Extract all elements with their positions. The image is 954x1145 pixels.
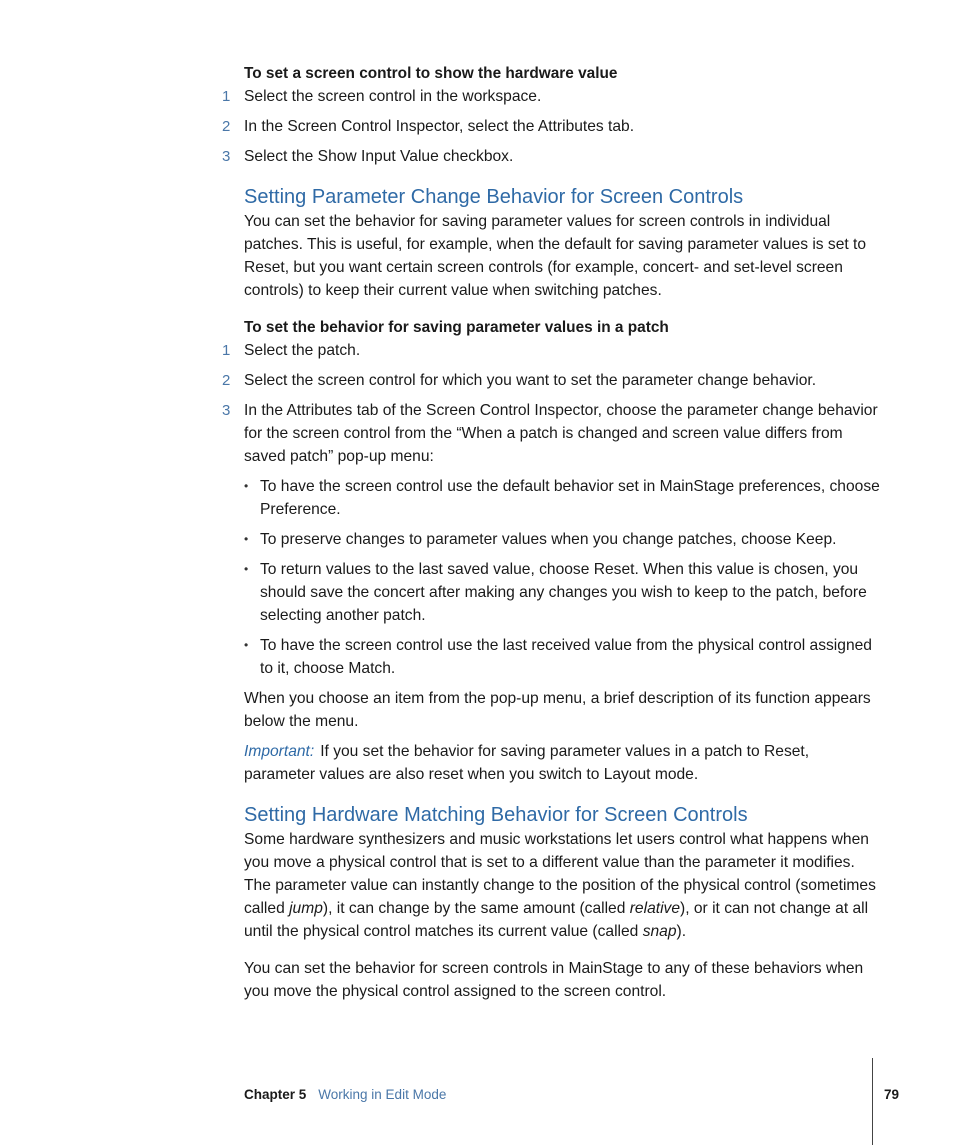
procedure-save-parameter-values	[222, 316, 880, 786]
section-heading: Setting Hardware Matching Behavior for Screen Controls	[244, 804, 748, 826]
step-2	[222, 369, 880, 392]
section-hardware-matching-behavior	[244, 802, 880, 1003]
page-footer	[244, 1086, 446, 1104]
list-item-text: To preserve changes to parameter values when you change patches, choose Keep.	[260, 531, 837, 548]
important-text: If you set the behavior for saving parameter values in a patch to Reset, parameter values are also reset when you switch to Layout mode.	[244, 743, 810, 783]
step-text: Select the screen control in the workspace.	[244, 88, 542, 105]
text-run: ), or it can not change at all until the physical control matches its current value (called	[244, 900, 869, 940]
text-run: Some hardware synthesizers and music workstations let users control what happens when you move a physical control that is set to a different value than the parameter it modifies. The parameter value can instantly change to the position of the physical control (sometimes called	[244, 831, 876, 917]
step-text: Select the screen control for which you want to set the parameter change behavior.	[244, 372, 817, 389]
list-item	[244, 634, 880, 680]
list-item	[244, 528, 880, 551]
term-snap: snap	[642, 923, 677, 940]
list-item-text: To have the screen control use the default behavior set in MainStage preferences, choose Preference.	[260, 478, 880, 518]
step-text: Select the Show Input Value checkbox.	[244, 148, 514, 165]
bullet-marker: •	[244, 562, 249, 576]
bullet-marker: •	[244, 638, 249, 652]
section-heading: Setting Parameter Change Behavior for Screen Controls	[244, 186, 744, 208]
step-number: 2	[222, 118, 231, 135]
step-3	[222, 399, 880, 468]
term-relative: relative	[629, 900, 681, 917]
task-heading: To set the behavior for saving parameter values in a patch	[244, 319, 669, 336]
list-item	[244, 475, 880, 521]
important-note	[244, 740, 880, 786]
text-run: ).	[676, 923, 687, 940]
term-jump: jump	[289, 900, 323, 917]
list-item-text: To have the screen control use the last received value from the physical control assigned to it, choose Match.	[260, 637, 872, 677]
body-paragraph: When you choose an item from the pop-up menu, a brief description of its function appears below the menu.	[244, 690, 871, 730]
bullet-marker: •	[244, 479, 249, 493]
step-number: 3	[222, 148, 231, 165]
step-number: 2	[222, 372, 231, 389]
list-item	[244, 558, 880, 627]
chapter-title: Working in Edit Mode	[318, 1087, 447, 1102]
step-number: 1	[222, 88, 231, 105]
step-3	[222, 145, 880, 168]
bullet-marker: •	[244, 532, 249, 546]
step-text: In the Screen Control Inspector, select the Attributes tab.	[244, 118, 635, 135]
step-1	[222, 339, 880, 362]
option-list	[244, 475, 880, 680]
section-intro: You can set the behavior for saving parameter values for screen controls in individual patches. This is useful, for example, when the default for saving parameter values is set to Reset, but you want certain screen controls (for example, concert- and set-level screen controls) to keep their current value when switching patches.	[244, 213, 867, 299]
step-2	[222, 115, 880, 138]
important-label: Important:	[244, 743, 315, 760]
step-1	[222, 85, 880, 108]
list-item-text: To return values to the last saved value, choose Reset. When this value is chosen, you should save the concert after making any changes you wish to keep to the patch, before selecting another patch.	[260, 561, 867, 624]
task-heading: To set a screen control to show the hardware value	[244, 65, 618, 82]
section-parameter-change-behavior	[244, 184, 880, 302]
page-number: 79	[884, 1087, 900, 1102]
step-number: 3	[222, 402, 231, 419]
text-run: ), it can change by the same amount (called	[322, 900, 630, 917]
chapter-label: Chapter 5	[244, 1087, 307, 1102]
footer-divider	[872, 1058, 873, 1145]
body-paragraph	[244, 828, 880, 943]
step-text: Select the patch.	[244, 342, 361, 359]
body-paragraph: You can set the behavior for screen controls in MainStage to any of these behaviors when you move the physical control assigned to the screen control.	[244, 960, 864, 1000]
step-number: 1	[222, 342, 231, 359]
procedure-show-hardware-value	[222, 62, 880, 168]
step-text: In the Attributes tab of the Screen Control Inspector, choose the parameter change behavior for the screen control from the “When a patch is changed and screen value differs from saved patch” pop-up menu:	[244, 402, 878, 465]
